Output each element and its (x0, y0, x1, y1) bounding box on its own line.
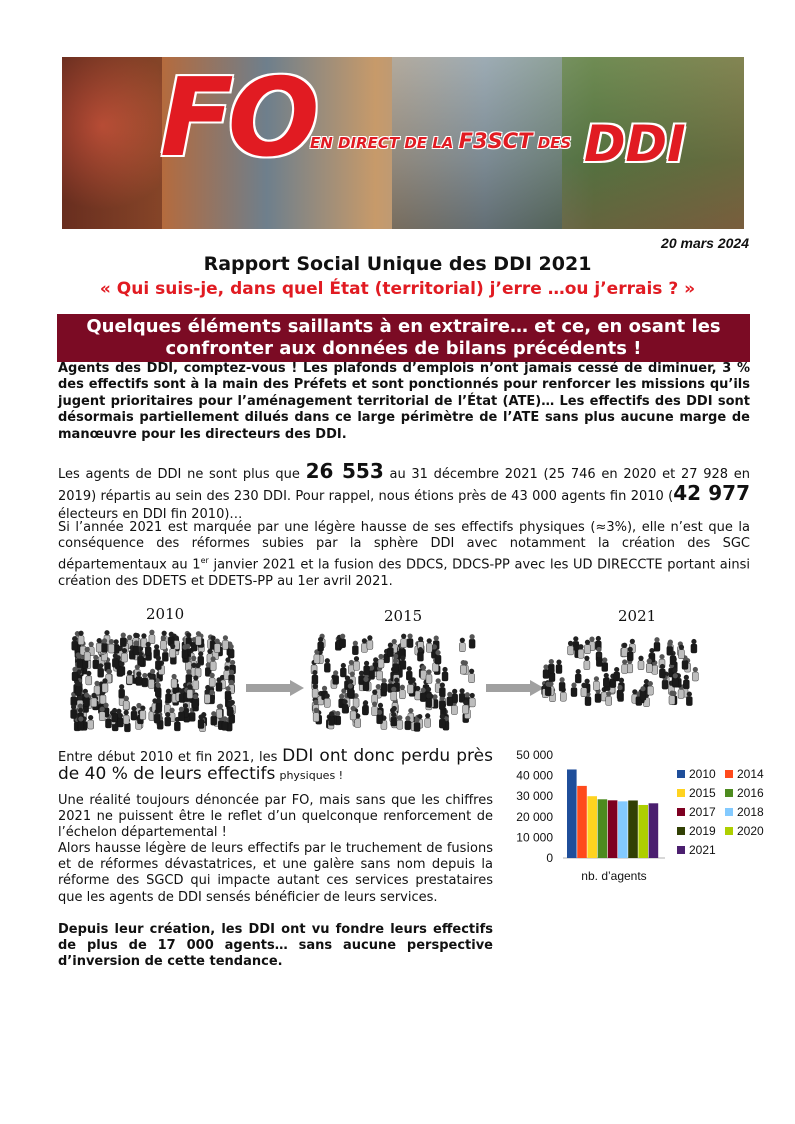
person-figure (421, 665, 427, 679)
col-p1-a: Entre début 2010 et fin 2021, les (58, 750, 278, 765)
person-figure (400, 655, 406, 669)
bar-2019 (628, 800, 638, 858)
person-figure (108, 639, 114, 653)
person-figure (78, 716, 84, 730)
person-figure (556, 659, 562, 673)
person-figure (312, 684, 318, 698)
conclusion-paragraph: Depuis leur création, les DDI ont vu fondre leurs effectifs de plus de 17 000 agents… sans aucune perspective d’inversion de cette tendance. (58, 922, 493, 970)
person-figure (120, 633, 126, 647)
person-figure (548, 659, 554, 673)
person-figure (545, 682, 551, 696)
person-figure (391, 687, 397, 701)
person-figure (622, 659, 628, 673)
person-figure (96, 638, 102, 652)
person-figure (414, 717, 420, 731)
person-figure (686, 691, 692, 705)
person-figure (407, 633, 413, 647)
crowd-2021-illustration (537, 630, 702, 708)
person-figure (333, 670, 339, 684)
col-p1-highlight: DDI ont donc perdu près de 40 % de leurs effectifs (58, 746, 493, 785)
person-figure (84, 647, 90, 661)
person-figure (408, 679, 414, 693)
person-figure (72, 636, 78, 650)
person-figure (324, 658, 330, 672)
person-figure (342, 699, 348, 713)
legend-swatch-2021 (677, 846, 685, 854)
y-tick-label: 50 000 (516, 748, 553, 762)
col-p1-small: physiques ! (279, 769, 344, 783)
intro-paragraph: Agents des DDI, comptez-vous ! Les plafonds d’emplois n’ont jamais cessé de diminuer, 3 % des effectifs sont à la main des Préfets et sont ponctionnés pour renforcer les missions qu’ils jugent prioritaires pour l’aménagement territorial de l’État (ATE)… Les effectifs des DDI sont désormais partiellement dilués dans ce large périmètre de l’ATE sans plus aucune marge de manœuvre pour les directeurs des DDI. (58, 361, 750, 442)
banner-prefix: EN DIRECT DE LA (310, 134, 454, 152)
person-figure (131, 706, 137, 720)
person-figure (442, 667, 448, 681)
person-figure (340, 634, 346, 648)
person-figure (387, 643, 393, 657)
para3-sup: er (200, 555, 209, 565)
person-figure (193, 675, 199, 689)
person-figure (136, 671, 142, 685)
person-figure (99, 707, 105, 721)
person-figure (669, 690, 675, 704)
person-figure (425, 713, 431, 727)
person-figure (581, 683, 587, 697)
bar-2015 (587, 796, 597, 858)
person-figure (329, 711, 335, 725)
person-figure (652, 660, 658, 674)
person-figure (156, 698, 162, 712)
person-figure (324, 693, 330, 707)
person-figure (584, 656, 590, 670)
person-figure (640, 686, 646, 700)
person-figure (216, 704, 222, 718)
person-figure (439, 696, 445, 710)
y-tick-label: 40 000 (516, 768, 553, 783)
person-figure (469, 693, 475, 707)
person-figure (399, 685, 405, 699)
person-figure (155, 656, 161, 670)
person-figure (406, 666, 412, 680)
person-figure (222, 716, 228, 730)
person-figure (622, 643, 628, 657)
x-axis-label: nb. d’agents (581, 869, 647, 883)
person-figure (678, 645, 684, 659)
person-figure (469, 669, 475, 683)
legend-label-2021: 2021 (689, 843, 716, 857)
crowd-2015-illustration (308, 628, 480, 732)
person-figure (133, 641, 139, 655)
bar-2020 (638, 805, 648, 858)
person-figure (71, 704, 77, 718)
person-figure (168, 632, 174, 646)
staff-2021-number: 26 553 (305, 459, 384, 483)
person-figure (192, 694, 198, 708)
headline-line-1: Quelques éléments saillants à en extraire… et ce, en osant les (86, 316, 721, 337)
person-figure (435, 650, 441, 664)
person-figure (584, 640, 590, 654)
para3-b: janvier 2021 et la fusion des DDCS, DDCS-PP avec les UD DIRECCTE portant ainsi création des DDETS et DDETS-PP au 1er avril 2021. (58, 557, 751, 589)
person-figure (353, 656, 359, 670)
person-figure (692, 667, 698, 681)
headline-line-2: confronter aux données de bilans précédents ! (165, 338, 642, 359)
person-figure (142, 673, 148, 687)
banner-tagline (310, 129, 571, 153)
reform-sgcd-paragraph: Alors hausse légère de leurs effectifs par le truchement de fusions et de réformes dévastatrices, et une galère sans nom depuis la réforme des SGCD qui impacte autant ces services prestataires que les agents de DDI sensés bénéficier de leurs services. (58, 841, 493, 905)
para2-c: électeurs en DDI fin 2010)… (58, 507, 243, 522)
bar-2010 (567, 769, 577, 858)
bar-2021 (649, 803, 659, 858)
person-figure (578, 644, 584, 658)
legend-label-2019: 2019 (689, 824, 716, 838)
person-figure (568, 641, 574, 655)
person-figure (361, 638, 367, 652)
person-figure (170, 644, 176, 658)
person-figure (426, 669, 432, 683)
staff-2010-number: 42 977 (673, 481, 750, 505)
person-figure (84, 693, 90, 707)
reform-paragraph (58, 520, 750, 590)
header-banner (62, 57, 744, 229)
person-figure (397, 715, 403, 729)
person-figure (187, 684, 193, 698)
legend-swatch-2019 (677, 827, 685, 835)
para2-b: au 31 décembre 2021 (25 746 en 2020 et 27 928 en 2019) répartis au sein des 230 DDI. Pour rappel, nous étions près de 43 000 agents fin 2010 ( (58, 467, 751, 504)
person-figure (178, 707, 184, 721)
person-figure (391, 712, 397, 726)
person-figure (88, 715, 94, 729)
person-figure (148, 674, 154, 688)
person-figure (459, 638, 465, 652)
person-figure (654, 637, 660, 651)
person-figure (127, 670, 133, 684)
legend-label-2017: 2017 (689, 805, 716, 819)
person-figure (227, 702, 233, 716)
person-figure (204, 689, 210, 703)
person-figure (381, 678, 387, 692)
person-figure (417, 647, 423, 661)
person-figure (75, 681, 81, 695)
person-figure (393, 658, 399, 672)
person-figure (595, 688, 601, 702)
person-figure (195, 631, 201, 645)
person-figure (405, 716, 411, 730)
person-figure (364, 661, 370, 675)
person-figure (94, 681, 100, 695)
person-figure (596, 652, 602, 666)
person-figure (86, 671, 92, 685)
person-figure (318, 637, 324, 651)
loss-paragraph (58, 748, 493, 784)
person-figure (372, 701, 378, 715)
person-figure (145, 642, 151, 656)
person-figure (112, 653, 118, 667)
person-figure (603, 673, 609, 687)
fo-paragraph: Une réalité toujours dénoncée par FO, mais sans que les chiffres 2021 ne puissent être le reflet d’un quelconque renforcement de l’échelon départemental ! (58, 793, 493, 841)
person-figure (683, 675, 689, 689)
person-figure (426, 693, 432, 707)
person-figure (377, 710, 383, 724)
person-figure (347, 683, 353, 697)
person-figure (228, 644, 234, 658)
person-figure (447, 692, 453, 706)
fo-logo: FO (160, 57, 314, 181)
person-figure (659, 664, 665, 678)
arrow-right-icon (486, 680, 544, 696)
person-figure (426, 638, 432, 652)
person-figure (593, 676, 599, 690)
legend-label-2010: 2010 (689, 767, 716, 781)
person-figure (182, 645, 188, 659)
person-figure (78, 631, 84, 645)
person-figure (198, 714, 204, 728)
staff-bar-chart (505, 743, 775, 893)
person-figure (439, 682, 445, 696)
person-figure (312, 670, 318, 684)
document-subtitle: « Qui suis-je, dans quel État (territorial) j’erre …ou j’errais ? » (99, 279, 696, 299)
person-figure (378, 654, 384, 668)
person-figure (209, 673, 215, 687)
legend-swatch-2017 (677, 808, 685, 816)
crowd-year-2010: 2010 (146, 605, 185, 623)
y-tick-label: 20 000 (516, 809, 553, 824)
ddi-logo: DDI (584, 115, 686, 173)
legend-swatch-2016 (725, 789, 733, 797)
person-figure (93, 655, 99, 669)
person-figure (667, 641, 673, 655)
banner-des: DES (537, 134, 572, 152)
person-figure (571, 683, 577, 697)
bar-2017 (608, 800, 618, 858)
crowd-year-2015: 2015 (384, 607, 423, 625)
person-figure (216, 677, 222, 691)
person-figure (210, 656, 216, 670)
legend-swatch-2010 (677, 770, 685, 778)
person-figure (420, 688, 426, 702)
person-figure (102, 638, 108, 652)
y-tick-label: 0 (546, 851, 553, 865)
person-figure (149, 630, 155, 644)
person-figure (119, 661, 125, 675)
person-figure (350, 706, 356, 720)
legend-swatch-2015 (677, 789, 685, 797)
person-figure (102, 678, 108, 692)
person-figure (638, 656, 644, 670)
legend-swatch-2014 (725, 770, 733, 778)
bar-2018 (618, 801, 628, 858)
person-figure (363, 677, 369, 691)
legend-swatch-2020 (725, 827, 733, 835)
person-figure (195, 663, 201, 677)
person-figure (575, 669, 581, 683)
person-figure (463, 700, 469, 714)
person-figure (214, 638, 220, 652)
person-figure (352, 641, 358, 655)
bar-2014 (577, 786, 587, 858)
person-figure (602, 657, 608, 671)
crowd-year-2021: 2021 (618, 607, 657, 625)
person-figure (186, 669, 192, 683)
crowd-2010-illustration (66, 624, 241, 734)
document-title: Rapport Social Unique des DDI 2021 (203, 253, 592, 275)
person-figure (469, 634, 475, 648)
person-figure (627, 647, 633, 661)
person-figure (401, 634, 407, 648)
legend-label-2020: 2020 (737, 824, 764, 838)
section-headline (57, 314, 750, 362)
person-figure (617, 685, 623, 699)
person-figure (165, 689, 171, 703)
arrow-right-icon (246, 680, 304, 696)
bar-2016 (598, 799, 608, 858)
person-figure (155, 683, 161, 697)
document-date: 20 mars 2024 (661, 235, 749, 251)
staff-count-paragraph (58, 459, 751, 524)
person-figure (140, 705, 146, 719)
person-figure (367, 635, 373, 649)
person-figure (559, 677, 565, 691)
person-figure (646, 659, 652, 673)
person-figure (222, 635, 228, 649)
person-figure (165, 712, 171, 726)
legend-label-2014: 2014 (737, 767, 764, 781)
y-tick-label: 30 000 (516, 789, 553, 804)
person-figure (691, 639, 697, 653)
legend-label-2016: 2016 (737, 786, 764, 800)
person-figure (72, 667, 78, 681)
person-figure (543, 664, 549, 678)
person-figure (313, 708, 319, 722)
person-figure (225, 686, 231, 700)
person-figure (647, 681, 653, 695)
person-figure (211, 711, 217, 725)
person-figure (314, 649, 320, 663)
person-figure (121, 648, 127, 662)
person-figure (439, 714, 445, 728)
banner-f3sct: F3SCT (458, 129, 533, 153)
para3-a: Si l’année 2021 est marquée par une légère hausse de ses effectifs physiques (≈3%), elle n’est que la conséquence des réformes subies par la sphère DDI avec notamment la création des SGC départementaux au 1 (58, 520, 750, 573)
y-tick-label: 10 000 (516, 830, 553, 845)
person-figure (98, 663, 104, 677)
person-figure (123, 710, 129, 724)
person-figure (160, 636, 166, 650)
legend-label-2018: 2018 (737, 805, 764, 819)
person-figure (340, 663, 346, 677)
person-figure (76, 654, 82, 668)
person-figure (606, 691, 612, 705)
person-figure (112, 708, 118, 722)
person-figure (91, 693, 97, 707)
para2-a: Les agents de DDI ne sont plus que (58, 467, 300, 482)
person-figure (460, 660, 466, 674)
person-figure (672, 673, 678, 687)
photo-crowd-left (62, 57, 162, 229)
person-figure (117, 713, 123, 727)
person-figure (123, 696, 129, 710)
person-figure (119, 684, 125, 698)
legend-swatch-2018 (725, 808, 733, 816)
person-figure (614, 667, 620, 681)
person-figure (363, 700, 369, 714)
person-figure (171, 674, 177, 688)
legend-label-2015: 2015 (689, 786, 716, 800)
